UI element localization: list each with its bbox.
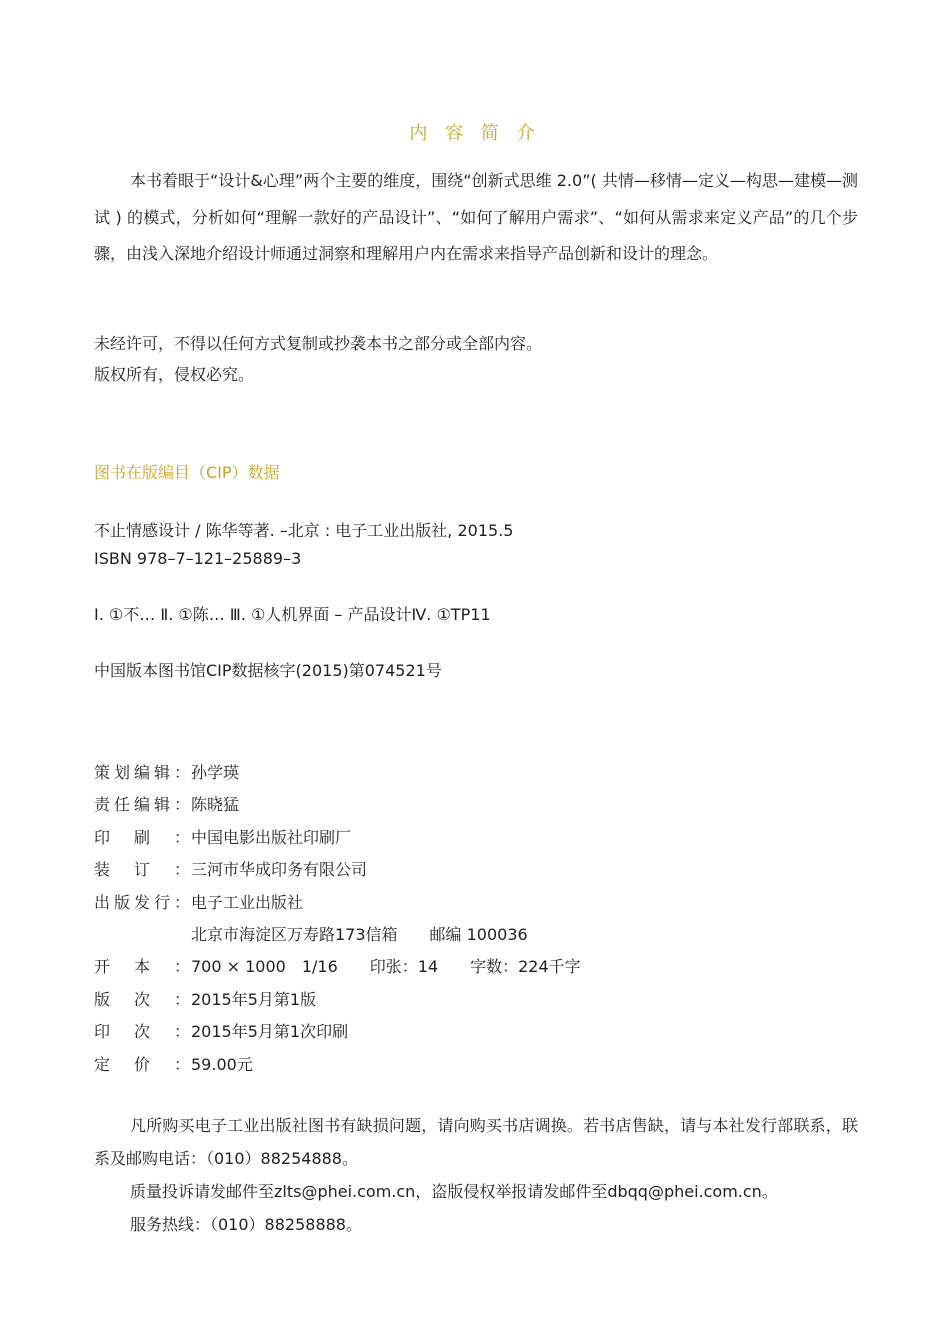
rights-notice: 版权所有，侵权必究。	[94, 365, 255, 384]
hotline-note: 服务热线：（010）88258888。	[130, 1215, 362, 1234]
credit-label: 定价：	[94, 1054, 190, 1074]
credit-value: 700 × 1000 1/16 印张：14 字数：224千字	[191, 957, 581, 977]
credit-label: 印次：	[94, 1022, 190, 1042]
credit-label: 出版发行：	[94, 892, 190, 912]
credit-label: 版次：	[94, 989, 190, 1009]
credit-label: 装订：	[94, 860, 190, 880]
credit-row	[94, 951, 581, 983]
cip-isbn: ISBN 978–7–121–25889–3	[94, 549, 302, 568]
cip-title: 图书在版编目（CIP）数据	[94, 463, 280, 482]
credit-row	[94, 757, 240, 789]
intro-title: 内 容 简 介	[409, 123, 541, 144]
credit-value: 59.00元	[191, 1054, 253, 1074]
cip-book-line: 不止情感设计 / 陈华等著. –北京 : 电子工业出版社, 2015.5	[94, 521, 514, 540]
service-notes	[94, 1109, 858, 1241]
credit-value: 陈晓猛	[191, 795, 240, 815]
credit-row	[94, 822, 352, 854]
credit-row	[94, 854, 368, 886]
credit-row	[94, 789, 240, 821]
cip-record-number: 中国版本图书馆CIP数据核字(2015)第074521号	[94, 661, 442, 680]
credit-value: 三河市华成印务有限公司	[191, 860, 368, 880]
credit-row	[94, 919, 528, 951]
credit-value: 北京市海淀区万寿路173信箱 邮编 100036	[191, 924, 528, 944]
credit-value: 2015年5月第1次印刷	[191, 1022, 349, 1042]
complaint-email-note: 质量投诉请发邮件至zlts@phei.com.cn，盗版侵权举报请发邮件至dbqq@phei.com.cn。	[130, 1182, 778, 1201]
publication-credits	[94, 757, 581, 1081]
credit-row	[94, 984, 317, 1016]
returns-note: 凡所购买电子工业出版社图书有缺损问题，请向购买书店调换。若书店售缺，请与本社发行部联系，联系及邮购电话：（010）88254888。	[94, 1116, 858, 1168]
credit-value: 电子工业出版社	[191, 892, 304, 912]
credit-label: 责任编辑：	[94, 795, 190, 815]
credit-value: 孙学瑛	[191, 763, 240, 782]
credit-label: 开本：	[94, 957, 190, 977]
credit-label: 印刷：	[94, 827, 190, 847]
credit-row	[94, 1016, 349, 1048]
intro-paragraph: 本书着眼于“设计&心理”两个主要的维度，围绕“创新式思维 2.0”( 共情—移情—定义—构思—建模—测试 ) 的模式，分析如何“理解一款好的产品设计”、“如何了解用户需求”、“如何从需求来定义产品”的几个步骤，由浅入深地介绍设计师通过洞察和理解用户内在需求来指导产品创新和设计的理念。	[94, 171, 858, 263]
cip-classification: Ⅰ. ①不… Ⅱ. ①陈… Ⅲ. ①人机界面 – 产品设计Ⅳ. ①TP11	[94, 605, 491, 624]
credit-row	[94, 1049, 253, 1081]
credit-row	[94, 887, 304, 919]
copy-notice: 未经许可，不得以任何方式复制或抄袭本书之部分或全部内容。	[94, 334, 543, 353]
credit-value: 中国电影出版社印刷厂	[191, 827, 352, 847]
credit-label: 策划编辑：	[94, 763, 190, 782]
credit-value: 2015年5月第1版	[191, 989, 317, 1009]
